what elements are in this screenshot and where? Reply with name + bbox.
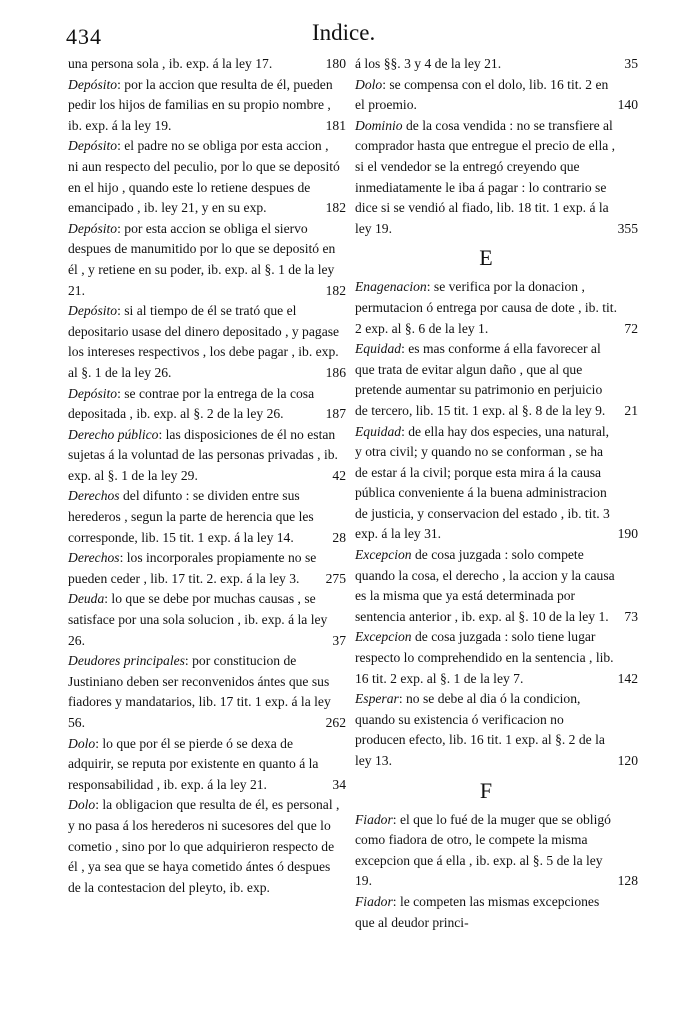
index-entry	[355, 54, 638, 75]
entry-page-number: 34	[332, 776, 346, 792]
entry-text: : se verifica por la donacion , permutacion ó entrega por causa de dote , ib. tit. 2 exp. al §. 6 de la ley 1.	[355, 279, 617, 336]
index-entry	[68, 651, 346, 733]
entry-term: Dominio	[355, 117, 403, 133]
entry-text: : se compensa con el dolo, lib. 16 tit. 2 en el proemio.	[355, 76, 609, 113]
entry-term: Depósito	[68, 220, 118, 236]
entry-term: Dolo	[68, 797, 96, 813]
entry-page-number: 182	[325, 200, 346, 216]
entry-term: Derecho público	[68, 426, 159, 442]
entry-term: Excepcion	[355, 547, 412, 563]
entry-term: Equidad	[355, 423, 402, 439]
entry-page-number: 140	[617, 97, 638, 113]
index-entry	[68, 54, 346, 75]
entry-text: una persona sola , ib. exp. á la ley 17.	[68, 56, 273, 71]
entry-page-number: 35	[624, 56, 638, 71]
entry-page-number: 72	[624, 320, 638, 336]
entry-term: Enagenacion	[355, 279, 427, 295]
index-entry	[355, 339, 638, 421]
entry-term: Derechos	[68, 550, 120, 566]
entry-text: á los §§. 3 y 4 de la ley 21.	[355, 56, 502, 71]
index-entry	[68, 136, 346, 218]
entry-text: : lo que se debe por muchas causas , se satisface por una sola solucion , ib. exp. á la ley 26.	[68, 591, 328, 648]
left-column	[68, 54, 346, 898]
index-entry	[355, 810, 638, 892]
entry-page-number: 186	[325, 364, 346, 380]
entry-text: : si al tiempo de él se trató que el depositario usase del dinero depositado , y pagase los intereses respectivos , los debe pagar , ib. exp. al §. 1 de la ley 26.	[68, 303, 340, 380]
entry-text: : el que lo fué de la muger que se obligó como fiadora de otro, le compete la misma excepcion que á ella , ib. exp. al §. 5 de la ley 19.	[355, 811, 611, 889]
entry-text: : los incorporales propiamente no se pueden ceder , lib. 17 tit. 2. exp. á la ley 3.	[68, 550, 317, 586]
index-entry	[355, 277, 638, 339]
entry-page-number: 262	[325, 715, 346, 730]
entry-term: Equidad	[355, 341, 402, 357]
entry-term: Dolo	[355, 76, 383, 92]
index-entry	[68, 795, 342, 898]
entry-term: Depósito	[68, 138, 118, 154]
running-head: Indice.	[312, 20, 376, 45]
entry-term: Fiador	[355, 893, 393, 909]
entry-term: Depósito	[68, 385, 118, 401]
section-letter-e: E	[479, 245, 493, 271]
entry-text: : el padre no se obliga por esta accion , ni aun respecto del peculio, por lo que se depositó en el hijo , quando este lo retiene despues de emancipado , ib. ley 21, y en su exp.	[68, 138, 340, 216]
entry-page-number: 28	[332, 529, 346, 545]
entry-page-number: 73	[624, 608, 638, 624]
index-entry	[68, 384, 346, 425]
index-entry	[355, 545, 638, 627]
index-entry	[68, 589, 346, 651]
entry-text: de la cosa vendida : no se transfiere al comprador hasta que entregue el precio de ella , si el vendedor se la entregó creyendo que inmediatamente le iba á pagar : lo contrario se dice si se vendió al fiado, lib. 18 tit. 1 exp. á la ley 19.	[355, 117, 616, 236]
entry-text: : no se debe al dia ó la condicion, quando su existencia ó verificacion no producen efecto, lib. 16 tit. 1 exp. al §. 2 de la ley 13.	[355, 691, 605, 768]
entry-text: : por constitucion de Justiniano deben ser reconvenidos ántes que sus fiadores y mandatarios, lib. 17 tit. 1 exp. á la ley 56.	[68, 653, 331, 730]
entry-page-number: 142	[617, 670, 638, 686]
entry-text: : por la accion que resulta de él, pueden pedir los hijos de familias en su propio nombre , ib. exp. á la ley 19.	[68, 76, 333, 133]
entry-page-number: 21	[624, 402, 638, 418]
entry-text: : de ella hay dos especies, una natural, y otra civil; y quando no se conforman , se ha de estar á la civil; porque esta mira á la causa pública conveniente á la buena administracion de justicia, y conservacion del estado , ib. tit. 3 exp. á la ley 31.	[355, 423, 610, 542]
entry-page-number: 181	[325, 117, 346, 133]
entry-page-number: 182	[325, 282, 346, 298]
section-letter-f: F	[479, 777, 493, 803]
entry-term: Depósito	[68, 303, 118, 319]
entry-text: de cosa juzgada : solo compete quando la cosa, el derecho , la accion y la causa es la misma que ya está determinada por sentencia anterior , ib. exp. al §. 10 de la ley 1.	[355, 547, 615, 624]
entry-page-number: 42	[332, 467, 346, 483]
entry-page-number: 355	[617, 220, 638, 236]
index-entry	[355, 75, 638, 116]
entry-text: : por esta accion se obliga el siervo despues de manumitido por lo que se depositó en él , y retiene en su poder, ib. exp. al §. 1 de la ley 21.	[68, 220, 336, 298]
entry-page-number: 128	[617, 873, 638, 889]
entry-text: : lo que por él se pierde ó se dexa de adquirir, se reputa por existente en quanto á la responsabilidad , ib. exp. á la ley 21.	[68, 735, 319, 792]
entry-page-number: 275	[325, 570, 346, 586]
entry-page-number: 187	[325, 406, 346, 422]
index-entry	[355, 627, 638, 689]
index-entry	[68, 486, 346, 548]
index-entry	[355, 689, 638, 771]
index-entry	[68, 548, 346, 589]
entry-page-number: 190	[617, 526, 638, 542]
section-f-entries	[355, 810, 638, 934]
entry-term: Fiador	[355, 811, 393, 827]
entry-text: del difunto : se dividen entre sus herederos , segun la parte de herencia que les corresponde, lib. 15 tit. 1 exp. á la ley 14.	[68, 488, 314, 545]
entry-term: Deudores principales	[68, 653, 185, 669]
index-entry	[355, 892, 617, 933]
entry-term: Deuda	[68, 591, 105, 607]
entry-text: : se contrae por la entrega de la cosa depositada , ib. exp. al §. 2 de la ley 26.	[68, 385, 315, 422]
index-entry	[355, 422, 638, 546]
right-column	[355, 54, 638, 933]
index-entry	[68, 75, 346, 137]
entry-page-number: 37	[332, 632, 346, 648]
index-entry	[355, 116, 638, 240]
entry-text: : la obligacion que resulta de él, es personal , y no pasa á los herederos ni sucesores del que lo cometio , sino por lo que adquirieron respecto de él , ya sea que se haya cometido ántes ó despues de la contestacion del pleyto, ib. exp.	[68, 797, 340, 895]
entry-term: Derechos	[68, 488, 120, 504]
index-entry	[68, 219, 346, 301]
entry-term: Dolo	[68, 735, 96, 751]
page-number: 434	[66, 24, 102, 49]
entry-page-number: 120	[617, 753, 638, 768]
entry-term: Excepcion	[355, 629, 412, 645]
entry-text: de cosa juzgada : solo tiene lugar respecto lo comprehendido en la sentencia , lib. 16 tit. 2 exp. al §. 1 de la ley 7.	[355, 629, 614, 686]
entry-term: Esperar	[355, 691, 399, 707]
entry-term: Depósito	[68, 76, 118, 92]
entry-text: : le competen las mismas excepciones que al deudor princi-	[355, 893, 600, 930]
index-entry	[68, 301, 346, 383]
index-entry	[68, 734, 346, 796]
entry-page-number: 180	[325, 56, 346, 71]
right-column-continued-entries	[355, 54, 638, 239]
entry-text: : las disposiciones de él no estan sujetas á la voluntad de las personas privadas , ib. exp. al §. 1 de la ley 29.	[68, 426, 338, 483]
index-entry	[68, 425, 346, 487]
section-e-entries	[355, 277, 638, 771]
entry-text: : es mas conforme á ella favorecer al que trata de evitar algun daño , que al que pretende aumentar su patrimonio en perjuicio de tercero, lib. 15 tit. 1 exp. al §. 8 de la ley 9.	[355, 341, 606, 418]
